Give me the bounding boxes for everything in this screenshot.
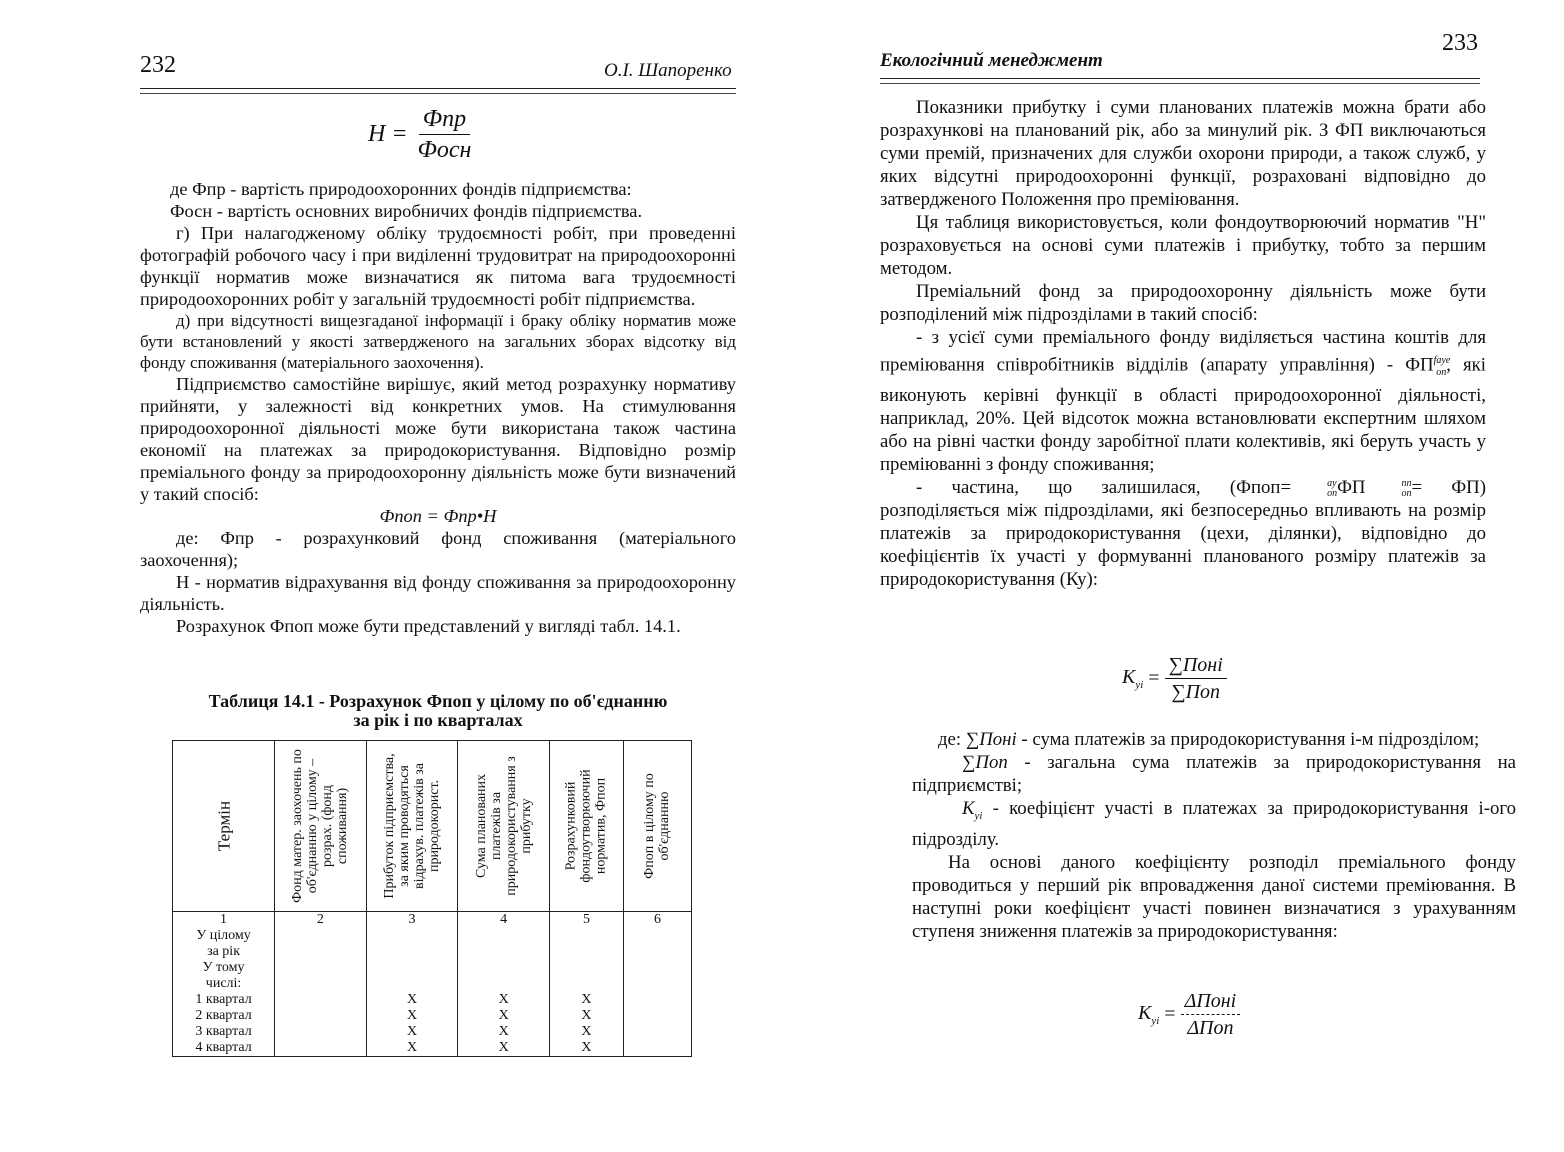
paragraph: Преміальний фонд за природоохоронну діяльність може бути розподілений між підрозділами в такий спосіб: [880,281,1486,325]
paragraph: Розрахунок Фпоп може бути представлений у вигляді табл. 14.1. [176,616,681,636]
col5-cell: 5 X X X X [550,912,624,1057]
col2-cell: 2 [275,912,367,1057]
right-page [782,0,1564,1152]
paragraph: де: Фпр - розрахунковий фонд споживання (матеріального заохочення); [140,528,736,570]
paragraph: Н - норматив відрахування від фонду споживання за природоохоронну діяльність. [140,572,736,614]
paragraph: Показники прибутку і суми планованих платежів можна брати або розрахункові на планований рік, або за минулий рік. З ФП виключаються суми премій, призначених для служби охорони природи, а також служб, у яких відсутні природоохоронні функції, розраховані відповідно до затвердженого Положення про преміювання. [880,97,1486,210]
paragraph: $K_{yi}$ - коефіцієнт участі в платежах за природокористування і-ого підрозділу. [912,798,1516,850]
paragraph: д) при відсутності вищезгаданої інформації і браку обліку норматив може бути встановлений у якості затвердженого на загальних зборах відсотку від фонду споживання (матеріального заохочення). [140,311,736,372]
col3-cell: 3 X X X X [366,912,458,1057]
left-body-text [140,178,736,637]
left-running-head: О.І. Шапоренко [604,60,732,81]
header-fund: Фонд матер. заохочень по об'єднанню у цілому – розрах. (фонд споживання) [275,741,367,912]
col6-cell: 6 [623,912,691,1057]
right-page-number: 233 [1442,30,1478,56]
table-header-row [173,741,692,912]
paragraph: На основі даного коефіцієнту розподіл преміального фонду проводиться у перший рік впровадження даної системи преміювання. В наступні роки коефіцієнт участі повинен визначатися з урахуванням ступеня зниження платежів за природокористування: [912,851,1516,942]
paragraph: - частина, що залишилася, (Фпоп= ay on ФП nn on = ФП) розподіляється між підрозділами, які безпосередньо впливають на розмір платежів за природокористування (цехи, ділянки), відповідно до коефіцієнтів їх участі у формуванні планованого розміру платежів за природокористування (Ку): [880,477,1486,591]
header-term: Термін [173,741,275,912]
paragraph: Ця таблиця використовується, коли фондоутворюючий норматив "Н" розраховується на основі суми платежів і прибутку, тобто за першим методом. [880,212,1486,279]
paragraph: - з усієї суми преміального фонду виділяється частина коштів для преміювання співробітників відділів (апарату управління) - $ФП^{faye}_{on}$, які виконують керівні функції в області природоохоронної діяльності, наприклад, 20%. Цей відсоток можна встановлювати експертним шляхом або на рівні частки фонду заробітної плати колективів, які беруть участь у преміюванні з фонду споживання; [880,327,1486,476]
right-header-rule [880,78,1480,79]
term-cell: 1 У цілому за рік У тому числі: 1 квартал 2 квартал 3 квартал 4 квартал [173,912,275,1057]
right-body-text [880,96,1486,591]
paragraph: ∑Поп - загальна сума платежів за природокористування на підприємстві; [912,752,1516,796]
formula-kyi-1: $K_{yi}$ = $\frac{\text{∑Поні}}{\text{∑Поп}}$ [1122,652,1227,705]
formula-kyi-2: $K_{yi}$ = $\frac{\text{ΔПоні}}{\text{ΔПоп}}$ [1138,988,1240,1041]
left-header-rule-2 [140,93,736,94]
paragraph: Підприємство самостійне вирішує, який метод розрахунку нормативу прийняти, у залежності від конкретних умов. На стимулювання природоохоронної діяльності може бути використана також частина економії на платежах за природокористування. Відповідно розмір преміального фонду за природоохоронну діяльність може бути визначений у такий спосіб: [140,374,736,504]
left-page-number: 232 [140,52,176,78]
header-normative: Розрахунковий фондоутворюючий норматив, Фпоп [550,741,624,912]
header-payments: Сума планованих платежів за природокористування з прибутку [458,741,550,912]
paragraph: де: ∑Поні - сума платежів за природокористування і-м підрозділом; [938,729,1480,750]
right-header-rule-2 [880,83,1480,84]
paragraph: г) При налагодженому обліку трудоємності робіт, при проведенні фотографій робочого часу і при виділенні трудовитрат на природоохоронні функції норматив може визначатися як питома вага трудоємності природоохоронних робіт у загальній трудоємності робіт підприємства. [140,223,736,309]
left-header-rule [140,88,736,89]
table-caption: Таблиця 14.1 - Розрахунок Фпоп у цілому по об'єднанню за рік і по кварталах [208,691,668,730]
table-14-1 [172,740,692,1057]
paragraph: Фосн - вартість основних виробничих фондів підприємства. [170,201,643,221]
col4-cell: 4 X X X X [458,912,550,1057]
formula-fpop: Фпоп = Фпр•Н [379,506,497,526]
right-body-text-2 [912,728,1516,943]
header-fpop-total: Фпоп в цілому по об'єднанню [623,741,691,912]
formula-h: Н = $\frac{\text{Фпр}}{\text{Фосн}}$ [368,106,472,163]
right-running-head: Екологічний менеджмент [880,50,1103,71]
header-profit: Прибуток підприємства, за яким проводяться відрахув. платежів за природокорист. [366,741,458,912]
table-body-row [173,912,692,1057]
paragraph: де Фпр - вартість природоохоронних фондів підприємства: [170,179,632,199]
